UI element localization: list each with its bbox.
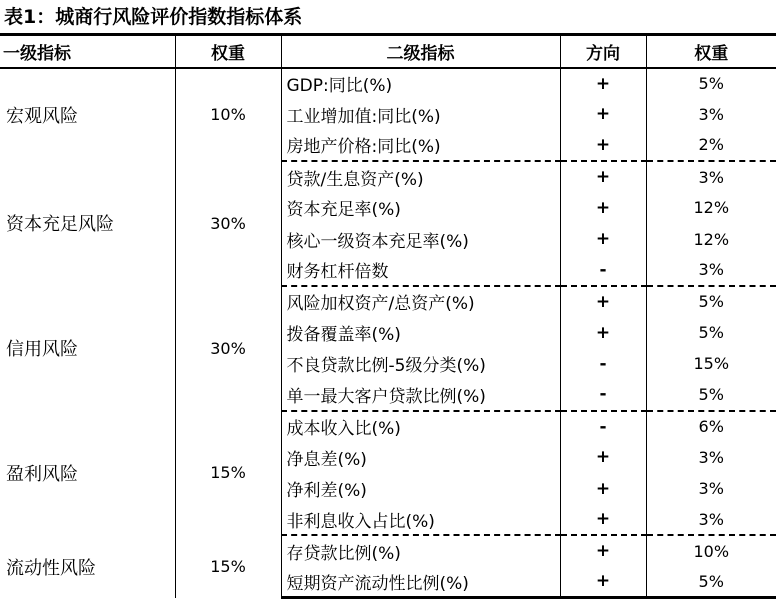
level2-weight: 5% bbox=[698, 74, 724, 94]
level2-weight: 3% bbox=[698, 479, 724, 499]
level2-weight: 5% bbox=[698, 323, 724, 343]
level2-indicator: 财务杠杆倍数 bbox=[281, 255, 560, 286]
direction-sign: + bbox=[560, 317, 646, 348]
direction-sign: + bbox=[560, 68, 646, 99]
direction-sign: + bbox=[560, 130, 646, 161]
level2-weight: 5% bbox=[698, 292, 724, 312]
direction-sign: + bbox=[560, 442, 646, 473]
table-row bbox=[0, 68, 776, 99]
level1-indicator: 信用风险 bbox=[0, 286, 175, 411]
level2-weight: 12% bbox=[693, 229, 730, 249]
level2-indicator: 房地产价格:同比(%) bbox=[281, 130, 560, 161]
indicator-table bbox=[0, 33, 776, 599]
table-body bbox=[0, 68, 776, 598]
level1-indicator: 资本充足风险 bbox=[0, 161, 175, 286]
level2-indicator: 单一最大客户贷款比例(%) bbox=[281, 379, 560, 410]
level2-weight: 2% bbox=[646, 130, 776, 161]
level2-weight: 3% bbox=[646, 255, 776, 286]
table-row bbox=[0, 535, 776, 566]
direction-sign: - bbox=[560, 379, 646, 410]
level2-weight: 3% bbox=[698, 447, 724, 467]
header-direction: 方向 bbox=[560, 35, 646, 68]
level2-indicator: 风险加权资产/总资产(%) bbox=[281, 286, 560, 317]
level1-weight: 10% bbox=[175, 68, 281, 162]
level1-indicator: 盈利风险 bbox=[0, 411, 175, 536]
direction-sign: + bbox=[560, 567, 646, 598]
table-row bbox=[0, 286, 776, 317]
level2-weight: 6% bbox=[698, 417, 724, 437]
direction-sign: + bbox=[560, 535, 646, 566]
level2-indicator: 贷款/生息资产(%) bbox=[281, 161, 560, 192]
level2-indicator: 不良贷款比例-5级分类(%) bbox=[281, 348, 560, 379]
direction-sign: + bbox=[560, 223, 646, 254]
header-weight1: 权重 bbox=[175, 35, 281, 68]
level2-weight: 3% bbox=[698, 104, 724, 124]
level2-indicator: 核心一级资本充足率(%) bbox=[281, 223, 560, 254]
level2-indicator: 非利息收入占比(%) bbox=[281, 504, 560, 535]
direction-sign: - bbox=[560, 348, 646, 379]
header-level2: 二级指标 bbox=[281, 35, 560, 68]
level2-weight: 3% bbox=[698, 167, 724, 187]
direction-sign: + bbox=[560, 161, 646, 192]
level2-indicator: 成本收入比(%) bbox=[281, 411, 560, 442]
level2-weight: 12% bbox=[693, 198, 730, 218]
level2-weight: 3% bbox=[646, 504, 776, 535]
header-row bbox=[0, 35, 776, 68]
table-row bbox=[0, 161, 776, 192]
level2-indicator: GDP:同比(%) bbox=[281, 68, 560, 99]
level2-indicator: 短期资产流动性比例(%) bbox=[281, 567, 560, 598]
level2-indicator: 存贷款比例(%) bbox=[281, 535, 560, 566]
level1-indicator: 宏观风险 bbox=[0, 68, 175, 162]
table-row bbox=[0, 411, 776, 442]
table-title: 表1：城商行风险评价指数指标体系 bbox=[4, 6, 303, 28]
level2-indicator: 拨备覆盖率(%) bbox=[281, 317, 560, 348]
level2-weight: 10% bbox=[693, 541, 730, 561]
direction-sign: - bbox=[560, 411, 646, 442]
level1-weight: 15% bbox=[175, 411, 281, 536]
level2-indicator: 净利差(%) bbox=[281, 473, 560, 504]
level1-weight: 30% bbox=[175, 161, 281, 286]
level2-indicator: 净息差(%) bbox=[281, 442, 560, 473]
level1-weight: 30% bbox=[175, 286, 281, 411]
direction-sign: + bbox=[560, 192, 646, 223]
level1-weight: 15% bbox=[175, 535, 281, 597]
direction-sign: - bbox=[560, 255, 646, 286]
level2-weight: 15% bbox=[693, 354, 730, 374]
direction-sign: + bbox=[560, 473, 646, 504]
level1-indicator: 流动性风险 bbox=[0, 535, 175, 597]
level2-weight: 5% bbox=[646, 379, 776, 410]
level2-weight: 5% bbox=[646, 567, 776, 598]
direction-sign: + bbox=[560, 504, 646, 535]
header-level1: 一级指标 bbox=[0, 35, 175, 68]
level2-indicator: 工业增加值:同比(%) bbox=[281, 99, 560, 130]
level2-indicator: 资本充足率(%) bbox=[281, 192, 560, 223]
direction-sign: + bbox=[560, 286, 646, 317]
direction-sign: + bbox=[560, 99, 646, 130]
header-weight2: 权重 bbox=[646, 35, 776, 68]
